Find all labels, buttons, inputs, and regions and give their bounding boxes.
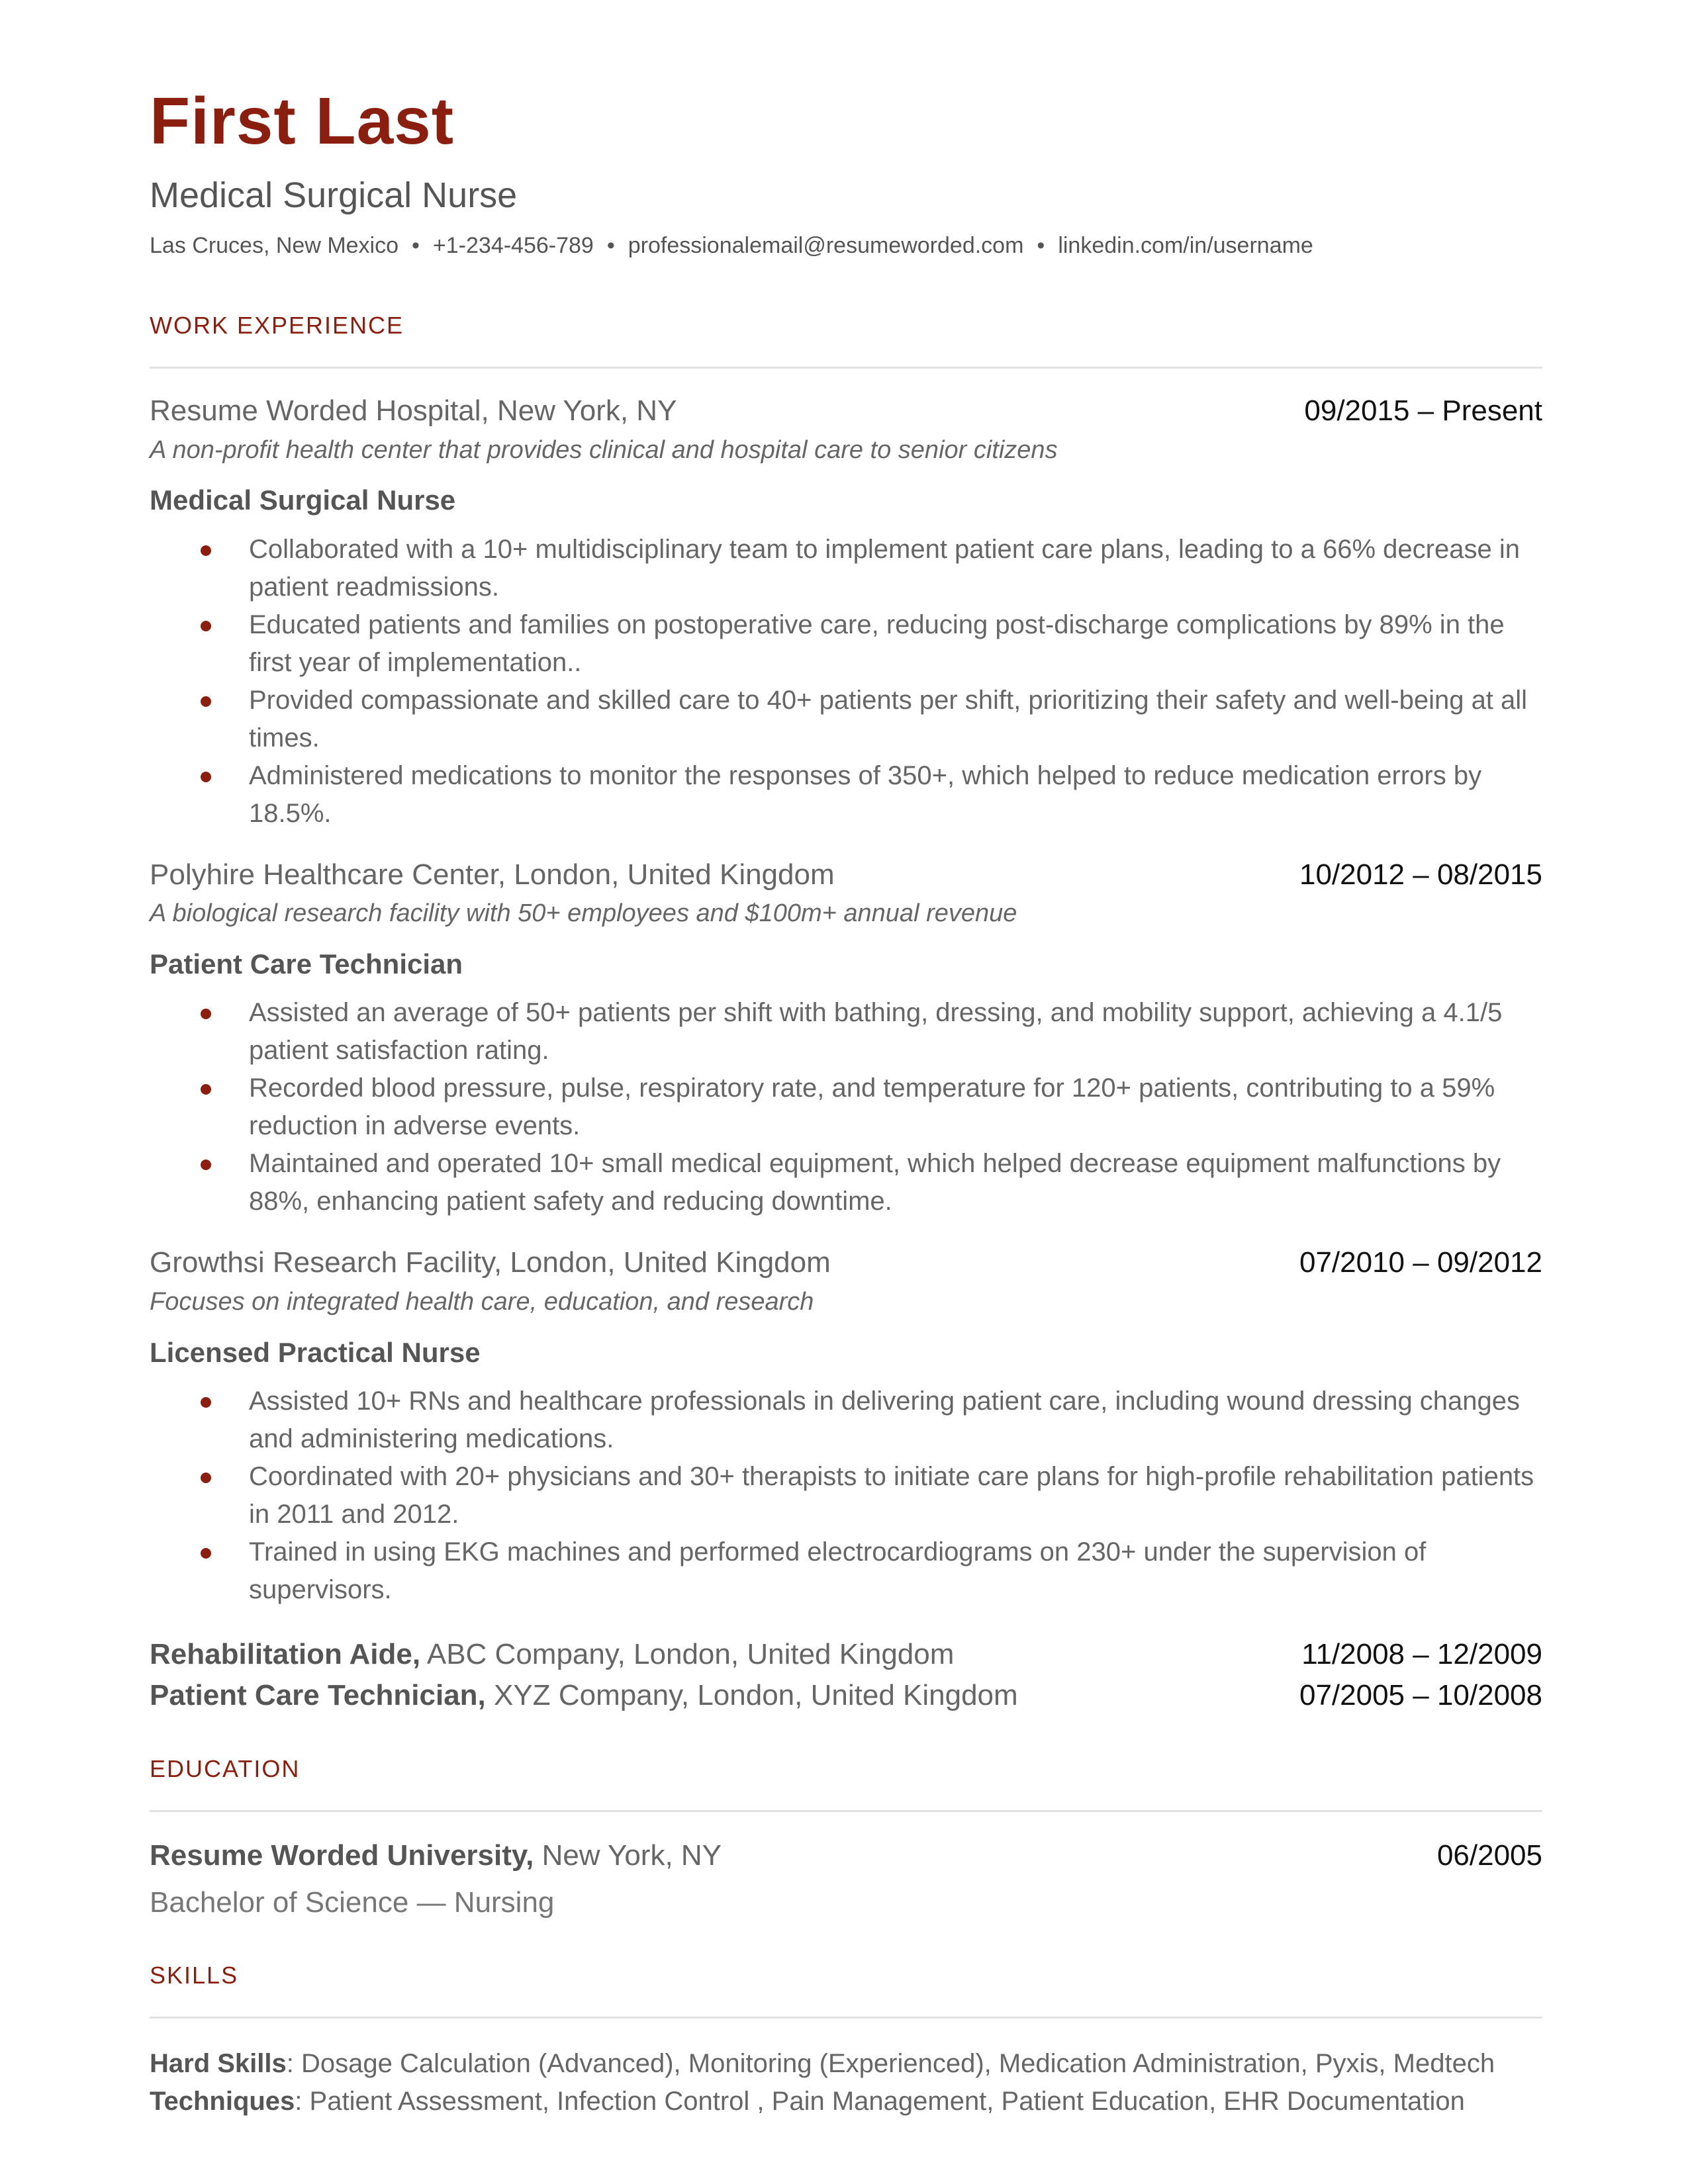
skill-text: : Patient Assessment, Infection Control , Pain Management, Patient Education, EHR Documentation [295,2086,1465,2116]
contact-separator: • [412,233,420,259]
contact-linkedin[interactable]: linkedin.com/in/username [1058,233,1313,259]
job-entry [150,858,1542,1221]
education-date: 06/2005 [1436,1839,1542,1872]
job-header [150,1246,1542,1281]
job-role: Licensed Practical Nurse [150,1336,481,1368]
bullet-text: Educated patients and families on postoperative care, reducing post-discharge complications by 89% in the first year of implementation.. [249,610,1505,677]
bullet-dot-icon [201,772,211,782]
bullet-item [150,994,1542,1069]
bullet-dot-icon [201,1160,211,1170]
bullet-dot-icon [201,1473,211,1483]
job-dates: 07/2010 – 09/2012 [1299,1246,1542,1279]
job-entry [150,1246,1542,1609]
section-divider [150,367,1542,369]
bullet-text: Recorded blood pressure, pulse, respiratory rate, and temperature for 120+ patients, contributing to a 59% reduction in adverse events. [249,1073,1495,1141]
contact-email[interactable]: professionalemail@resumeworded.com [628,233,1024,259]
section-heading: EDUCATION [150,1755,301,1783]
candidate-name: First Last [150,84,455,158]
education-school-line [150,1839,722,1874]
bullet-item [150,1533,1542,1609]
education-school: Resume Worded University, [150,1839,534,1872]
contact-phone: +1-234-456-789 [432,233,594,259]
bullet-item [150,531,1542,606]
short-role-company: ABC Company, London, United Kingdom [426,1638,955,1671]
job-bullets [150,531,1542,833]
short-role-title: Rehabilitation Aide, [150,1638,421,1671]
job-dates: 09/2015 – Present [1304,394,1542,427]
work-experience-section [150,312,1542,1716]
bullet-dot-icon [201,1548,211,1559]
education-location: New York, NY [541,1839,722,1872]
bullet-text: Administered medications to monitor the responses of 350+, which helped to reduce medication errors by 18.5%. [249,760,1482,828]
skills-section [150,1962,1542,2120]
job-description: A biological research facility with 50+ employees and $100m+ annual revenue [150,899,1017,928]
skill-label: Techniques [150,2086,295,2116]
bullet-item [150,606,1542,682]
resume-header [150,85,1542,259]
resume-content [150,85,1542,2120]
skill-text: : Dosage Calculation (Advanced), Monitoring (Experienced), Medication Administration, Pyxis, Medtech [286,2048,1495,2078]
skills-list [150,2045,1542,2120]
bullet-dot-icon [201,1397,211,1408]
bullet-dot-icon [201,545,211,556]
bullet-item [150,1383,1542,1458]
skill-label: Hard Skills [150,2048,287,2078]
short-role-row [150,1634,1542,1675]
short-roles [150,1634,1542,1716]
job-entry [150,394,1542,833]
section-divider [150,1810,1542,1812]
bullet-dot-icon [201,1009,211,1019]
bullet-item [150,1145,1542,1220]
section-heading: WORK EXPERIENCE [150,312,404,340]
education-degree: Bachelor of Science — Nursing [150,1886,555,1919]
job-description: Focuses on integrated health care, education, and research [150,1288,814,1316]
bullet-text: Assisted an average of 50+ patients per shift with bathing, dressing, and mobility support, achieving a 4.1/5 patient satisfaction rating. [249,998,1503,1066]
education-section [150,1756,1542,1920]
short-role-text [150,1675,1018,1716]
short-role-dates: 11/2008 – 12/2009 [1301,1638,1542,1671]
bullet-item [150,757,1542,833]
contact-line [150,232,1542,259]
job-company: Polyhire Healthcare Center, London, United Kingdom [150,858,835,891]
bullet-text: Maintained and operated 10+ small medical equipment, which helped decrease equipment malfunctions by 88%, enhancing patient safety and reducing downtime. [249,1149,1501,1216]
job-bullets [150,1383,1542,1609]
contact-separator: • [606,233,615,259]
job-role: Medical Surgical Nurse [150,484,456,516]
short-role-company: XYZ Company, London, United Kingdom [494,1679,1018,1712]
bullet-text: Coordinated with 20+ physicians and 30+ therapists to initiate care plans for high-profile rehabilitation patients in 2011 and 2012. [249,1462,1534,1529]
bullet-text: Provided compassionate and skilled care to 40+ patients per shift, prioritizing their safety and well-being at all times. [249,685,1528,752]
skill-line [150,2045,1542,2083]
short-role-row [150,1675,1542,1716]
contact-location: Las Cruces, New Mexico [150,233,399,259]
bullet-dot-icon [201,696,211,707]
job-bullets [150,994,1542,1220]
short-role-title: Patient Care Technician, [150,1679,486,1712]
job-header [150,858,1542,893]
education-entry [150,1839,1542,1874]
short-role-dates: 07/2005 – 10/2008 [1299,1679,1542,1712]
short-role-text [150,1634,954,1675]
bullet-text: Assisted 10+ RNs and healthcare professionals in delivering patient care, including wound dressing changes and administering medications. [249,1387,1521,1454]
bullet-text: Trained in using EKG machines and performed electrocardiograms on 230+ under the supervision of supervisors. [249,1537,1427,1605]
bullet-dot-icon [201,1084,211,1095]
contact-separator: • [1037,233,1045,259]
job-role: Patient Care Technician [150,948,463,979]
bullet-item [150,1069,1542,1145]
bullet-text: Collaborated with a 10+ multidisciplinary team to implement patient care plans, leading to a 66% decrease in patient readmissions. [249,534,1520,602]
bullet-dot-icon [201,621,211,631]
skill-line [150,2083,1542,2120]
candidate-title: Medical Surgical Nurse [150,175,518,215]
job-company: Resume Worded Hospital, New York, NY [150,394,677,427]
bullet-item [150,682,1542,757]
job-dates: 10/2012 – 08/2015 [1299,858,1542,891]
section-divider [150,2017,1542,2019]
section-heading: SKILLS [150,1962,239,1989]
job-company: Growthsi Research Facility, London, United Kingdom [150,1246,831,1279]
bullet-item [150,1458,1542,1533]
job-description: A non-profit health center that provides clinical and hospital care to senior citizens [150,435,1058,464]
job-header [150,394,1542,429]
